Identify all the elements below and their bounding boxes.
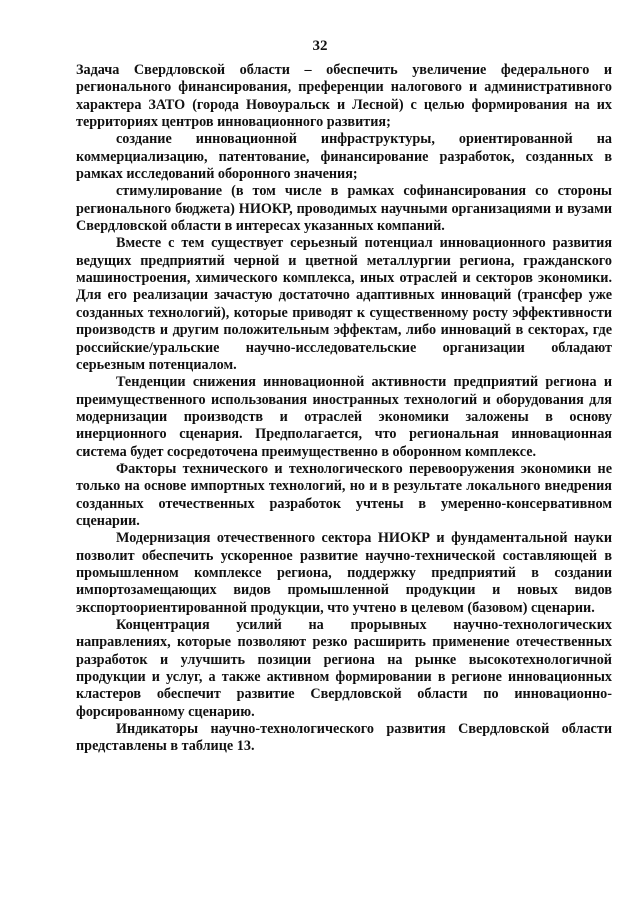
body-text [76, 62, 612, 756]
paragraph: Факторы технического и технологического перевооружения экономики не только на основе импортных технологий, но и в результате локального внедрения созданных отечественных разработок учтены в умеренно-консервативном сценарии. [76, 460, 612, 529]
page-number: 32 [312, 38, 328, 54]
paragraph: стимулирование (в том числе в рамках софинансирования со стороны регионального бюджета) НИОКР, проводимых научными организациями и вузами Свердловской области в интересах указанных компаний. [76, 183, 612, 235]
paragraph: создание инновационной инфраструктуры, ориентированной на коммерциализацию, патентование, финансирование разработок, созданных в рамках исследований оборонного значения; [76, 131, 612, 183]
paragraph: Концентрация усилий на прорывных научно-технологических направлениях, которые позволяют резко расширить применение отечественных разработок и улучшить позиции региона на рынке высокотехнологичной продукции и услуг, а также активном формировании в регионе инновационных кластеров обеспечит развитие Свердловской области по инновационно-форсированному сценарию. [76, 617, 612, 720]
paragraph: Вместе с тем существует серьезный потенциал инновационного развития ведущих предприятий черной и цветной металлургии региона, гражданского машиностроения, химического комплекса, иных отраслей и секторов экономики. Для его реализации зачастую достаточно адаптивных инноваций (трансфер уже созданных технологий), которые приводят к существенному росту эффективности производств и другим положительным эффектам, либо инноваций в секторах, где российские/уральские научно-исследовательские организации обладают серьезным потенциалом. [76, 235, 612, 373]
paragraph: Задача Свердловской области – обеспечить увеличение федерального и регионального финансирования, преференции налогового и административного характера ЗАТО (города Новоуральск и Лесной) с целью формирования на их территориях центров инновационного развития; [76, 62, 612, 131]
paragraph: Индикаторы научно-технологического развития Свердловской области представлены в таблице 13. [76, 721, 612, 755]
paragraph: Тенденции снижения инновационной активности предприятий региона и преимущественного использования иностранных технологий и оборудования для модернизации производств и отраслей экономики заложены в основу инерционного сценария. Предполагается, что региональная инновационная система будет сосредоточена преимущественно в оборонном комплексе. [76, 374, 612, 460]
paragraph: Модернизация отечественного сектора НИОКР и фундаментальной науки позволит обеспечить ускоренное развитие научно-технической составляющей в промышленном комплексе региона, поддержку предприятий в создании импортозамещающих видов промышленной продукции и новых видов экспортоориентированной продукции, что учтено в целевом (базовом) сценарии. [76, 530, 612, 616]
